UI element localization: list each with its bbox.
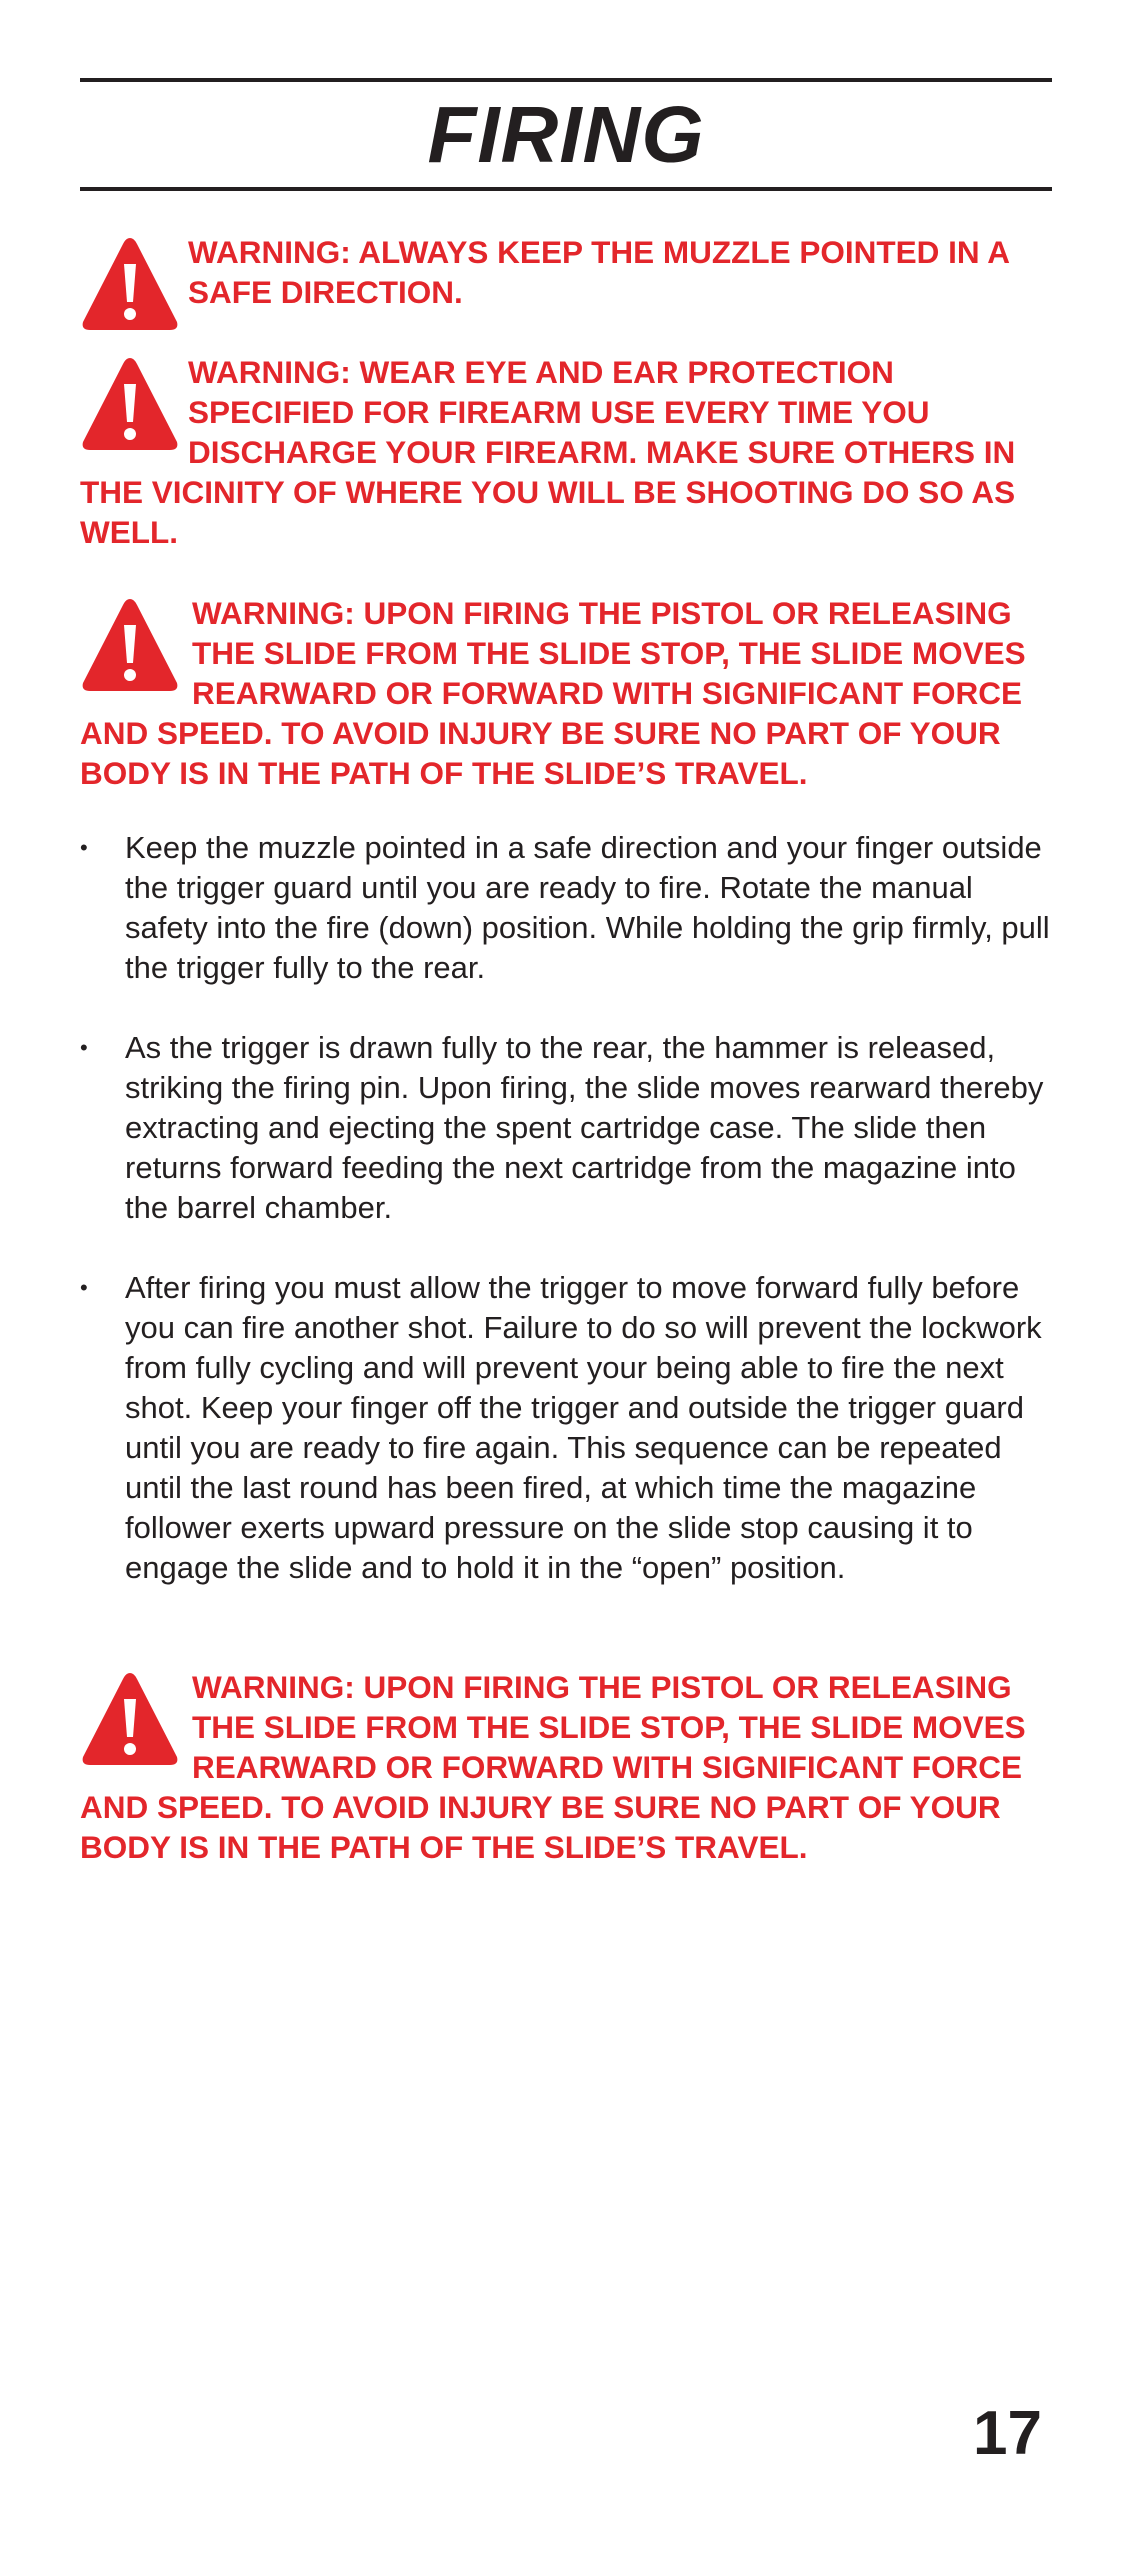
warning-block — [80, 593, 1052, 793]
warning-text: WARNING: ALWAYS KEEP THE MUZZLE POINTED IN A SAFE DIRECTION. — [188, 234, 1009, 310]
list-item — [80, 1028, 1052, 1228]
warning-block — [80, 352, 1052, 552]
list-item-text: As the trigger is drawn fully to the rear, the hammer is released, striking the firing pin. Upon firing, the slide moves rearward thereby extracting and ejecting the spent cartridge case. The slide then returns forward feeding the next cartridge from the magazine into the barrel chamber. — [125, 1030, 1044, 1225]
warning-block — [80, 232, 1052, 334]
warning-text: WARNING: UPON FIRING THE PISTOL OR RELEASING THE SLIDE FROM THE SLIDE STOP, THE SLIDE MOVES REARWARD OR FORWARD WITH SIGNIFICANT FORCE AND SPEED. TO AVOID INJURY BE SURE NO PART OF YOUR BODY IS IN THE PATH OF THE SLIDE’S TRAVEL. — [80, 595, 1026, 791]
warning-triangle-icon — [80, 1669, 180, 1769]
list-item — [80, 1268, 1052, 1588]
instruction-list — [80, 828, 1052, 1628]
list-item — [80, 828, 1052, 988]
page-number: 17 — [973, 2399, 1042, 2468]
warning-triangle-icon — [80, 354, 180, 454]
title-top-rule — [80, 78, 1052, 82]
warning-text: WARNING: WEAR EYE AND EAR PROTECTION SPECIFIED FOR FIREARM USE EVERY TIME YOU DISCHARGE YOUR FIREARM. MAKE SURE OTHERS IN THE VICINITY OF WHERE YOU WILL BE SHOOTING DO SO AS WELL. — [80, 354, 1016, 550]
warning-triangle-icon — [80, 595, 180, 695]
warning-triangle-icon — [80, 234, 180, 334]
bullet-marker: • — [80, 835, 88, 860]
list-item-text: Keep the muzzle pointed in a safe direction and your finger outside the trigger guard until you are ready to fire. Rotate the manual safety into the fire (down) position. While holding the grip firmly, pull the trigger fully to the rear. — [125, 830, 1050, 985]
bullet-marker: • — [80, 1275, 88, 1300]
title-bottom-rule — [80, 187, 1052, 191]
warning-text: WARNING: UPON FIRING THE PISTOL OR RELEASING THE SLIDE FROM THE SLIDE STOP, THE SLIDE MOVES REARWARD OR FORWARD WITH SIGNIFICANT FORCE AND SPEED. TO AVOID INJURY BE SURE NO PART OF YOUR BODY IS IN THE PATH OF THE SLIDE’S TRAVEL. — [80, 1669, 1026, 1865]
bullet-marker: • — [80, 1035, 88, 1060]
list-item-text: After firing you must allow the trigger to move forward fully before you can fire another shot. Failure to do so will prevent the lockwork from fully cycling and will prevent your being able to fire the next shot. Keep your finger off the trigger and outside the trigger guard until you are ready to fire again. This sequence can be repeated until the last round has been fired, at which time the magazine follower exerts upward pressure on the slide stop causing it to engage the slide and to hold it in the “open” position. — [125, 1270, 1042, 1585]
page-title: FIRING — [427, 90, 705, 179]
warning-block — [80, 1667, 1052, 1867]
